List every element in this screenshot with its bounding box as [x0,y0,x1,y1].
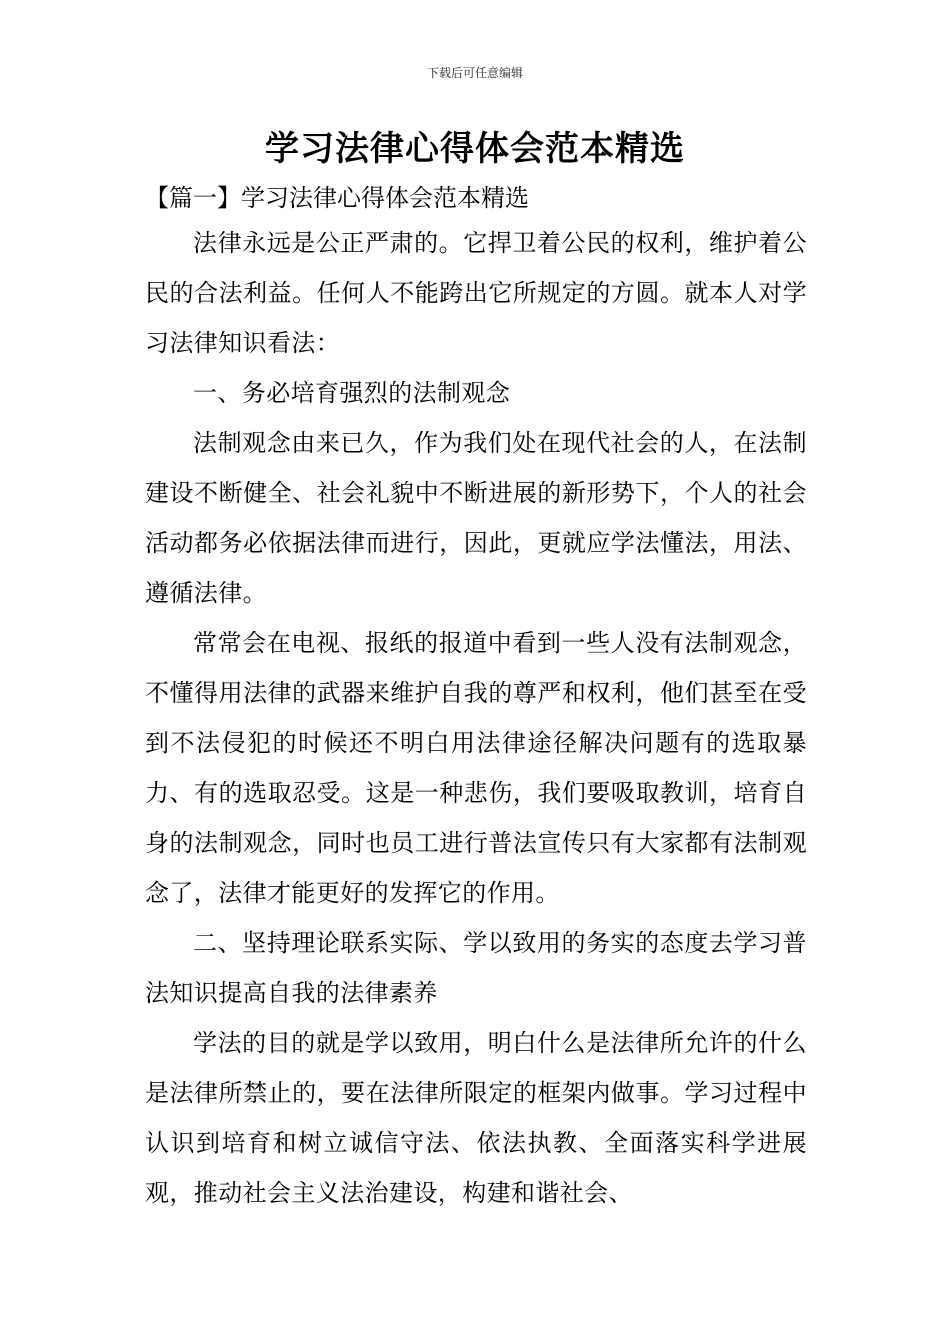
section-heading: 【篇一】学习法律心得体会范本精选 [145,184,529,212]
subheading-1: 一、务必培育强烈的法制观念 [193,379,511,407]
document-body [145,178,807,1218]
paragraph-intro: 法律永远是公正严肃的。它捍卫着公民的权利，维护着公民的合法利益。任何人不能跨出它所规定的方圆。就本人对学习法律知识看法： [145,229,807,357]
paragraph-news-examples: 常常会在电视、报纸的报道中看到一些人没有法制观念，不懂得用法律的武器来维护自我的尊严和权利，他们甚至在受到不法侵犯的时候还不明白用法律途径解决问题有的选取暴力、有的选取忍受。这是一种悲伤，我们要吸取教训，培育自身的法制观念，同时也员工进行普法宣传只有大家都有法制观念了，法律才能更好的发挥它的作用。 [145,629,807,907]
paragraph-apply-learning: 学法的目的就是学以致用，明白什么是法律所允许的什么是法律所禁止的，要在法律所限定的框架内做事。学习过程中认识到培育和树立诚信守法、依法执教、全面落实科学进展观，推动社会主义法治建设，构建和谐社会、 [145,1029,807,1207]
paragraph-legal-concept: 法制观念由来已久，作为我们处在现代社会的人，在法制建设不断健全、社会礼貌中不断进展的新形势下，个人的社会活动都务必依据法律而进行，因此，更就应学法懂法，用法、遵循法律。 [145,429,807,607]
download-note: 下载后可任意编辑 [426,66,523,80]
document-title: 学习法律心得体会范本精选 [265,129,685,169]
subheading-2: 二、坚持理论联系实际、学以致用的务实的态度去学习普法知识提高自我的法律素养 [145,929,807,1007]
